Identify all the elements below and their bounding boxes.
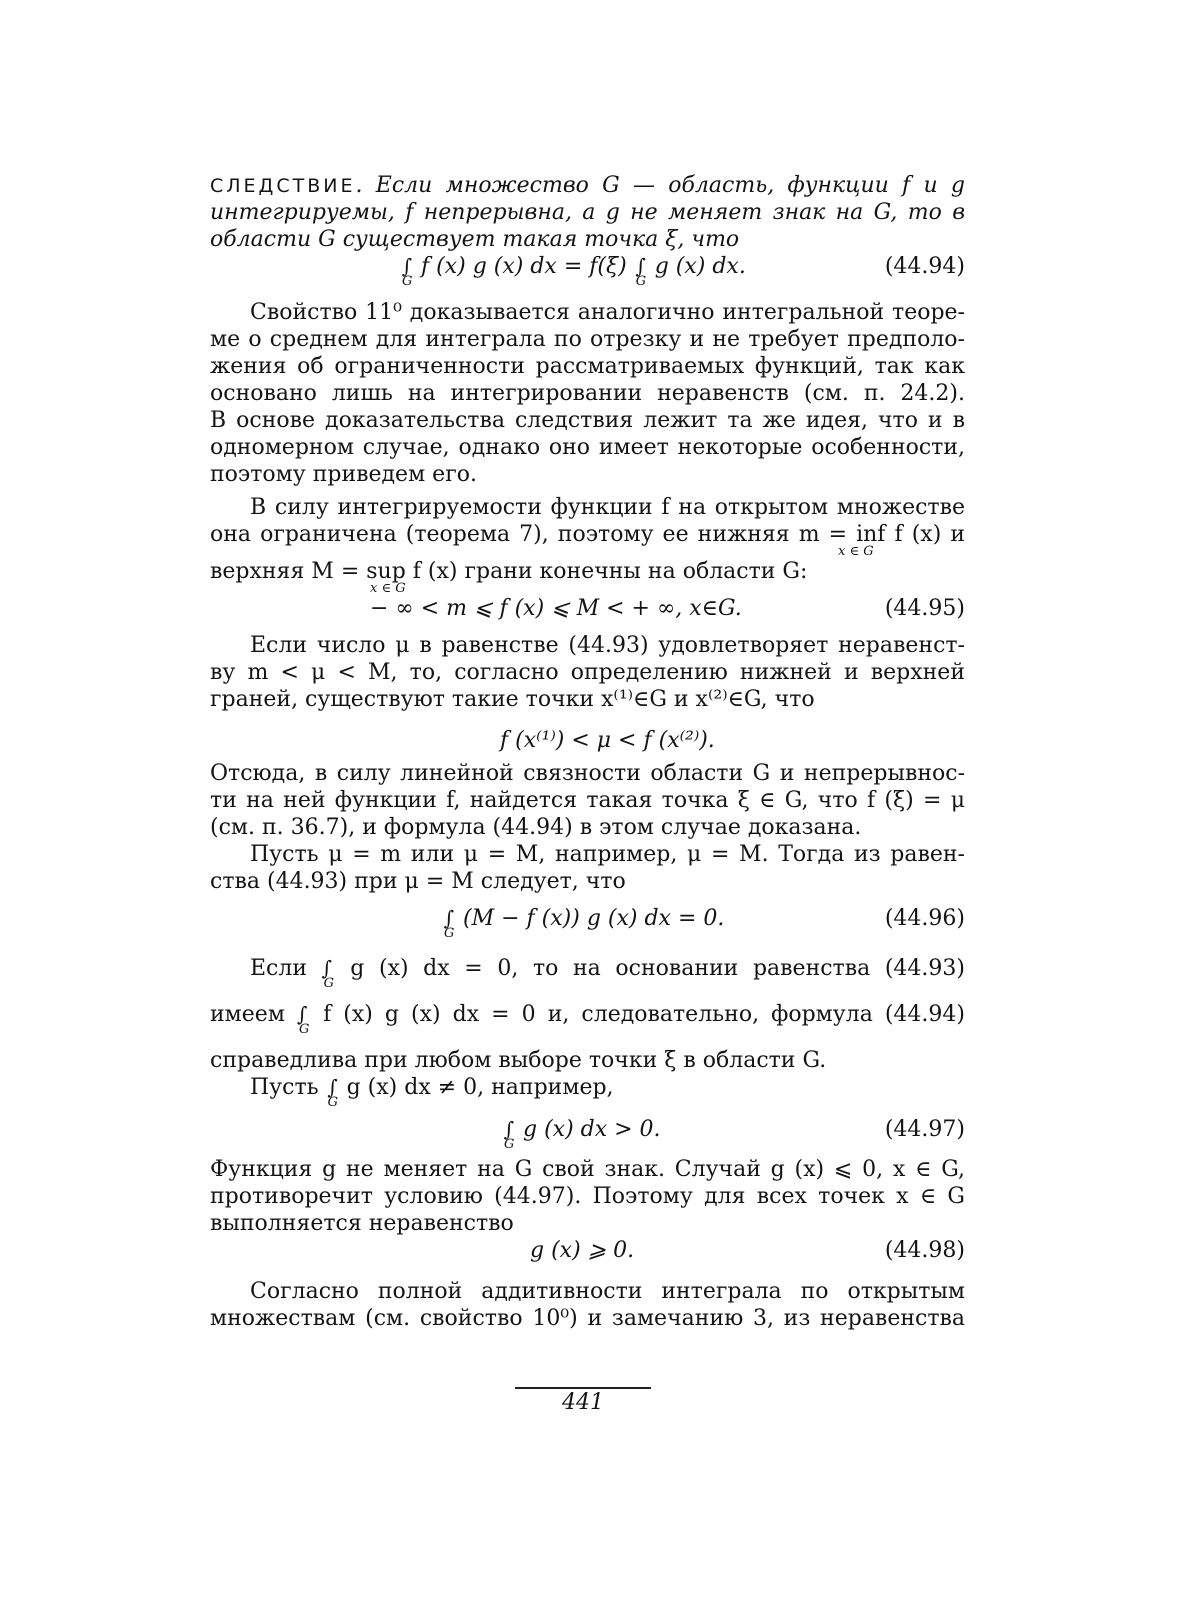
integral-sign: ∫ G [503,1117,515,1152]
paragraph-line: В основе доказательства следствия лежит та же идея, что и в [210,408,965,433]
equation-44-96: ∫ G (M − f (x)) g (x) dx = 0. (44.96) [443,906,965,941]
integral-sign: ∫ G [321,956,335,991]
corollary-heading: СЛЕДСТВИЕ [210,175,356,197]
paragraph-line: противоречит условию (44.97). Поэтому для всех точек x ∈ G [210,1184,965,1209]
paragraph-line: Отсюда, в силу линейной связности области G и непрерывнос- [210,761,965,786]
paragraph-line: справедлива при любом выборе точки ξ в области G. [210,1048,827,1073]
paragraph-line: (см. п. 36.7), и формула (44.94) в этом случае доказана. [210,815,862,840]
page-number: 441 [562,1390,604,1415]
paragraph-line: Функция g не меняет на G свой знак. Случай g (x) ⩽ 0, x ∈ G, [210,1157,965,1182]
paragraph-line: Согласно полной аддитивности интеграла по открытым [250,1279,965,1304]
paragraph-line: верхняя M = sup f (x) грани конечны на области G: x ∈ G [210,559,808,596]
paragraph-line: ти на ней функции f, найдется такая точка ξ ∈ G, что f (ξ) = μ [210,788,965,813]
equation-44-94: ∫ G f (x) g (x) dx = f(ξ) ∫ G g (x) dx. (44.94) [401,254,965,289]
equation-44-95: − ∞ < m ⩽ f (x) ⩽ M < + ∞, x∈G. (44.95) [370,596,965,621]
paragraph-line: ства (44.93) при μ = M следует, что [210,869,626,894]
paragraph-line: одномерном случае, однако оно имеет некоторые особенности, [210,435,965,460]
paragraph-line: поэтому приведем его. [210,462,477,487]
equation-number: (44.94) [884,254,965,279]
integral-sign: ∫ G [443,906,455,941]
paragraph-line: она ограничена (теорема 7), поэтому ее нижняя m = inf f (x) и x ∈ G [210,522,965,559]
paragraph-line: Свойство 11⁰ доказывается аналогично интегральной теоре- [250,300,965,325]
equation-number: (44.96) [884,906,965,931]
equation-number: (44.95) [884,596,965,621]
corollary-line-2: интегрируемы, f непрерывна, а g не меняет знак на G, то в [210,200,965,225]
paragraph-line: основано лишь на интегрировании неравенств (см. п. 24.2). [210,381,965,406]
integral-sign: ∫ G [327,1075,338,1110]
footer-rule [515,1387,651,1389]
corollary-line-1: СЛЕДСТВИЕ. Если множество G — область, функции f и g [210,173,965,198]
paragraph-line: граней, существуют такие точки x⁽¹⁾∈G и x⁽²⁾∈G, что [210,687,815,712]
paragraph-line: имеем ∫ G f (x) g (x) dx = 0 и, следовательно, формула (44.94) [210,1002,966,1037]
paragraph-line: ву m < μ < M, то, согласно определению нижней и верхней [210,660,965,685]
integral-sign: ∫ G [635,254,647,289]
paragraph-line: Если ∫ G g (x) dx = 0, то на основании равенства (44.93) [250,956,965,991]
paragraph-line: Пусть ∫ G g (x) dx ≠ 0, например, [250,1075,614,1110]
equation-number: (44.98) [884,1238,965,1263]
equation-number: (44.97) [884,1117,965,1142]
paragraph-line: ме о среднем для интеграла по отрезку и не требует предполо- [210,327,965,352]
paragraph-line: В силу интегрируемости функции f на открытом множестве [250,495,965,520]
equation-44-98: g (x) ⩾ 0. (44.98) [530,1238,965,1263]
paragraph-line: множествам (см. свойство 10⁰) и замечанию 3, из неравенства [210,1306,965,1331]
inequality-f-x1-x2: f (x⁽¹⁾) < μ < f (x⁽²⁾). [500,728,715,753]
integral-sign: ∫ G [297,1002,310,1037]
equation-44-97: ∫ G g (x) dx > 0. (44.97) [503,1117,965,1152]
integral-sign: ∫ G [401,254,413,289]
paragraph-line: Если число μ в равенстве (44.93) удовлетворяет неравенст- [250,633,965,658]
corollary-line-3: области G существует такая точка ξ, что [210,227,740,252]
page-content [210,172,965,1332]
paragraph-line: жения об ограниченности рассматриваемых функций, так как [210,354,965,379]
paragraph-line: выполняется неравенство [210,1211,514,1236]
paragraph-line: Пусть μ = m или μ = M, например, μ = M. Тогда из равен- [250,842,965,867]
